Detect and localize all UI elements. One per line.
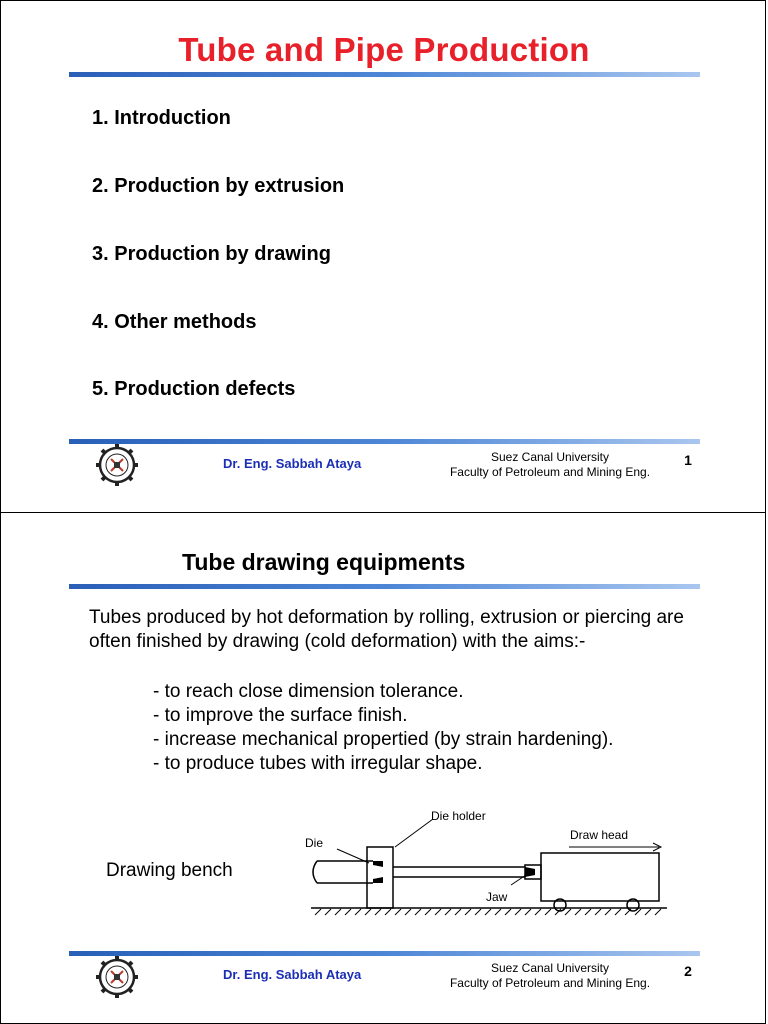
label-die-holder: Die holder bbox=[431, 809, 486, 823]
university-crest-gear-icon bbox=[91, 439, 143, 491]
aim-item: - to improve the surface finish. bbox=[153, 705, 408, 726]
die-insert bbox=[373, 877, 383, 883]
slide-1-title: Tube and Pipe Production bbox=[178, 31, 590, 68]
slide-1 bbox=[0, 0, 766, 513]
slide-2 bbox=[0, 512, 766, 1024]
label-jaw: Jaw bbox=[486, 890, 508, 904]
die-holder-leader bbox=[395, 819, 433, 847]
die-insert bbox=[373, 861, 383, 867]
aim-item: - to reach close dimension tolerance. bbox=[153, 681, 464, 702]
drawing-bench-diagram bbox=[303, 803, 673, 923]
agenda-item: 4. Other methods bbox=[92, 311, 257, 333]
tube-stock bbox=[317, 861, 373, 883]
footer-author: Dr. Eng. Sabbah Ataya bbox=[223, 967, 362, 982]
aim-item: - increase mechanical propertied (by strain hardening). bbox=[153, 729, 614, 750]
footer-institution bbox=[431, 450, 669, 480]
footer-university: Suez Canal University bbox=[490, 450, 610, 464]
university-crest-gear-icon bbox=[91, 951, 143, 1003]
title-underline bbox=[69, 72, 700, 77]
agenda-item: 3. Production by drawing bbox=[92, 243, 331, 265]
footer-university: Suez Canal University bbox=[490, 961, 610, 975]
footer-institution bbox=[431, 961, 669, 991]
tube-end bbox=[313, 861, 317, 883]
ground-hatching bbox=[315, 909, 661, 915]
agenda-item: 5. Production defects bbox=[92, 378, 296, 400]
page-number: 1 bbox=[684, 452, 692, 468]
die-holder bbox=[367, 847, 393, 908]
footer-rule bbox=[69, 951, 700, 956]
drawn-tube bbox=[393, 867, 525, 877]
title-underline bbox=[69, 584, 700, 589]
aim-item: - to produce tubes with irregular shape. bbox=[153, 753, 483, 774]
footer-author: Dr. Eng. Sabbah Ataya bbox=[223, 456, 362, 471]
figure-label: Drawing bench bbox=[106, 860, 233, 881]
footer-faculty: Faculty of Petroleum and Mining Eng. bbox=[449, 976, 651, 990]
jaw-grip bbox=[525, 867, 535, 877]
footer-rule bbox=[69, 439, 700, 444]
draw-head bbox=[541, 853, 659, 901]
label-draw-head: Draw head bbox=[570, 828, 629, 842]
page-number: 2 bbox=[684, 963, 692, 979]
aims-list bbox=[153, 680, 613, 776]
footer-faculty: Faculty of Petroleum and Mining Eng. bbox=[449, 465, 651, 479]
agenda-item: 1. Introduction bbox=[92, 107, 231, 129]
slide-2-title: Tube drawing equipments bbox=[182, 549, 466, 575]
label-die: Die bbox=[305, 836, 324, 850]
agenda-item: 2. Production by extrusion bbox=[92, 175, 345, 197]
intro-paragraph: Tubes produced by hot deformation by rolling, extrusion or piercing are often finished by drawing (cold deformation) with the aims:- bbox=[89, 607, 684, 652]
